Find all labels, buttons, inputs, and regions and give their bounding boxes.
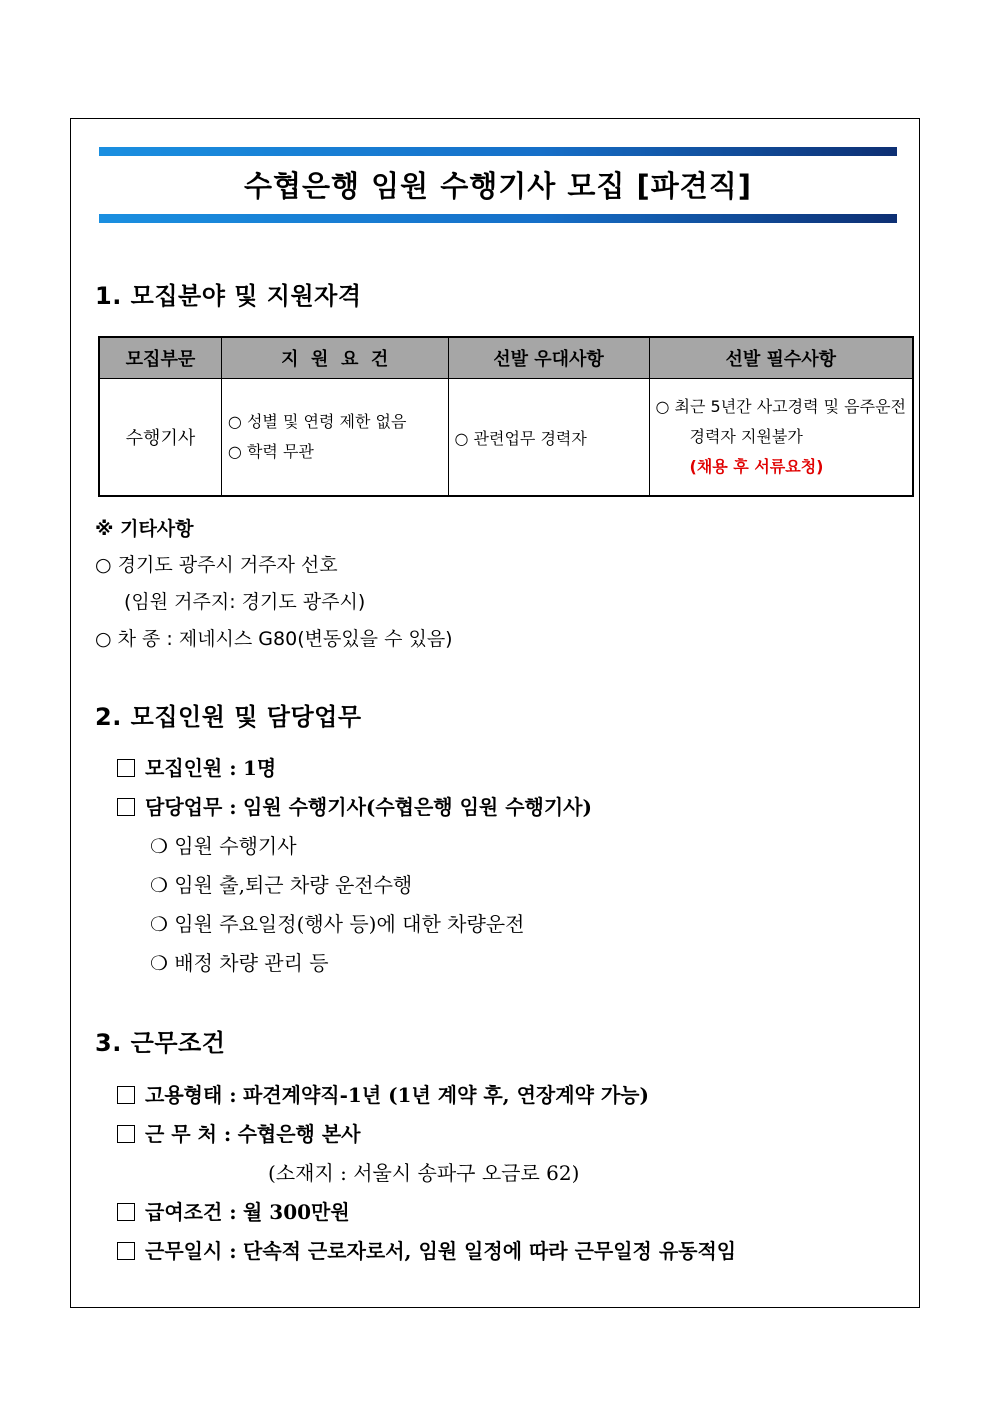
- checkbox-icon: [117, 759, 135, 777]
- headcount-label: 모집인원 :: [145, 756, 237, 780]
- checkbox-icon: [117, 1242, 135, 1260]
- employment-line: [117, 1079, 649, 1108]
- section1-heading: 1. 모집분야 및 지원자격: [95, 282, 362, 310]
- duty-line: [117, 791, 592, 820]
- schedule-line: [117, 1235, 736, 1264]
- employment-label: 고용형태 :: [145, 1083, 237, 1107]
- duty-label: 담당업무 :: [145, 795, 237, 819]
- preference-cell: ○ 관련업무 경력자: [448, 379, 649, 497]
- division-cell: 수행기사: [99, 379, 221, 497]
- title-bar-top: [99, 147, 897, 156]
- mandatory-cell: [649, 379, 913, 497]
- checkbox-icon: [117, 1086, 135, 1104]
- mandatory-item: 경력자 지원불가: [689, 427, 803, 446]
- document-request-note: (채용 후 서류요청): [689, 457, 824, 476]
- table-header: 지 원 요 건: [221, 337, 448, 379]
- requirement-item: ○ 학력 무관: [227, 442, 314, 461]
- checkbox-icon: [117, 798, 135, 816]
- duty-item: ❍ 배정 차량 관리 등: [150, 951, 329, 975]
- recruitment-table: [98, 336, 914, 497]
- workplace-value: 수협은행 본사: [237, 1122, 361, 1146]
- workplace-line: [117, 1118, 360, 1147]
- schedule-label: 근무일시 :: [145, 1239, 237, 1263]
- misc-item: (임원 거주지: 경기도 광주시): [124, 591, 366, 613]
- misc-item: ○ 차 종 : 제네시스 G80(변동있을 수 있음): [95, 628, 453, 650]
- requirement-item: ○ 성별 및 연령 제한 없음: [227, 412, 407, 431]
- duty-item: ❍ 임원 주요일정(행사 등)에 대한 차량운전: [150, 912, 525, 936]
- checkbox-icon: [117, 1125, 135, 1143]
- headcount-line: [117, 752, 276, 781]
- section2-heading: 2. 모집인원 및 담당업무: [95, 703, 362, 731]
- employment-value: 파견계약직-1년 (1년 계약 후, 연장계약 가능): [243, 1083, 649, 1107]
- schedule-value: 단속적 근로자로서, 임원 일정에 따라 근무일정 유동적임: [243, 1239, 737, 1263]
- headcount-value: 1명: [243, 756, 277, 780]
- misc-item: ○ 경기도 광주시 거주자 선호: [95, 554, 338, 576]
- duty-item: ❍ 임원 출,퇴근 차량 운전수행: [150, 873, 413, 897]
- table-header: 모집부문: [99, 337, 221, 379]
- duty-item: ❍ 임원 수행기사: [150, 834, 297, 858]
- table-header: 선발 우대사항: [448, 337, 649, 379]
- checkbox-icon: [117, 1203, 135, 1221]
- duty-value: 임원 수행기사(수협은행 임원 수행기사): [243, 795, 592, 819]
- salary-value: 월 300만원: [243, 1200, 350, 1224]
- document-title: 수협은행 임원 수행기사 모집 [파견직]: [243, 169, 753, 203]
- salary-label: 급여조건 :: [145, 1200, 237, 1224]
- workplace-label: 근 무 처 :: [145, 1122, 232, 1146]
- table-header-row: [99, 337, 913, 379]
- workplace-address: (소재지 : 서울시 송파구 오금로 62): [268, 1161, 580, 1185]
- misc-label: ※ 기타사항: [95, 518, 194, 540]
- salary-line: [117, 1196, 350, 1225]
- table-row: [99, 379, 913, 497]
- requirements-cell: [221, 379, 448, 497]
- table-header: 선발 필수사항: [649, 337, 913, 379]
- mandatory-item: ○ 최근 5년간 사고경력 및 음주운전: [655, 397, 906, 416]
- title-bar-bottom: [99, 214, 897, 223]
- section3-heading: 3. 근무조건: [95, 1029, 226, 1057]
